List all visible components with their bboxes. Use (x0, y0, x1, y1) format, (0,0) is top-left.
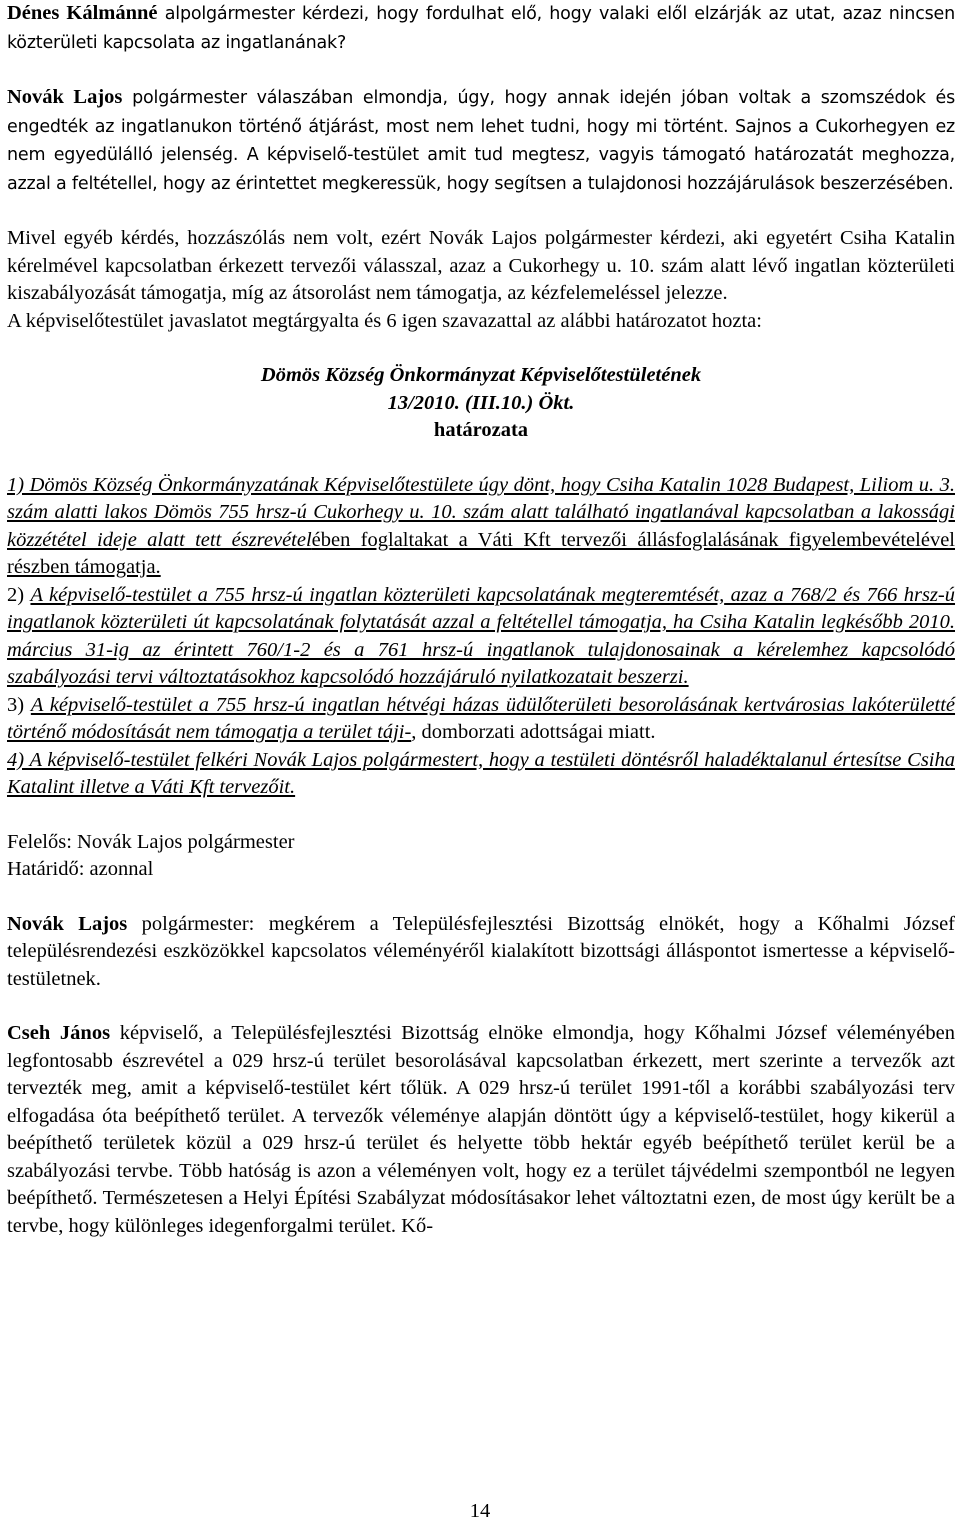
paragraph-vote-result: A képviselőtestület javaslatot megtárgyalta és 6 igen szavazattal az alábbi határozatot hozta: (7, 309, 762, 332)
resolution-heading (7, 362, 955, 445)
spacer (7, 884, 955, 911)
paragraph-text: polgármester válaszában elmondja, úgy, hogy annak idején jóban voltak a szomszédok és engedték az ingatlanukon történő átjárást, most nem lehet tudni, hogy mi történt. Sajnos a Cukorhegyen ez nem egyedülálló jelenség. A képviselő-testület amit tud megtesz, vagyis támogató határozatát meghozza, azzal a feltétellel, hogy az érintettet megkeressük, hogy segítsen a tulajdonosi hozzájárulások beszerzésében. (7, 88, 955, 194)
item-text: ében foglaltakat a Váti Kft tervezői állásfoglalásának figyelembevételével részben támogatja. (7, 528, 955, 578)
resolution-item-3 (7, 692, 955, 747)
paragraph-cseh (7, 1020, 955, 1240)
item-text: , domborzati adottságai miatt. (411, 721, 656, 743)
item-number: 3) (7, 693, 31, 716)
paragraph-vote-question: Mivel egyéb kérdés, hozzászólás nem volt, ezért Novák Lajos polgármester kérdezi, aki egyetért Csiha Katalin kérelmével kapcsolatban érkezett tervezői válasszal, azaz a Cukorhegy u. 10. szám alatt lévő ingatlan közterületi kiszabályozását támogatja, míg az átsorolást nem támogatja, az kézfelemeléssel jelezze. (7, 227, 955, 304)
resolution-label: határozata (433, 419, 529, 441)
item-text: 4) A képviselő-testület felkér (7, 748, 243, 771)
paragraph-novak-2 (7, 911, 955, 994)
spacer (7, 993, 955, 1020)
document-page (7, 0, 955, 1240)
paragraph-text: alpolgármester kérdezi, hogy fordulhat elő, hogy valaki elől elzárják az utat, azaz nincsen közterületi kapcsolata az ingatlanának? (7, 4, 955, 53)
deadline-line: Határidő: azonnal (7, 858, 154, 880)
speaker-name: Dénes Kálmánné (7, 2, 158, 24)
spacer (7, 198, 955, 225)
item-text: 1) Dömös Község Önkormányzatának Képviselőtestülete úgy dönt, hogy Csiha Katalin 1028 Budapest, Liliom u. 3. szám alatti lakos Dömös 755 hrsz-ú Cukorhegy u. 10. szám alatt található ingatlanával kapcsolatban a lakossági közzététel ideje alatt tett észrevétel (7, 473, 955, 551)
item-text: A képviselő-testület a 755 hrsz-ú ingatlan hétvégi házas üdülőterületi besorolásának kertvárosias lakóterületté történő módosítását nem támogatja a terület táji- (7, 693, 956, 743)
item-text: i Novák Lajos polgármestert, hogy a testületi döntésről haladéktalanul értesítse Csiha Katalint illetve a Váti Kft tervezőit. (7, 748, 955, 798)
spacer (7, 335, 955, 362)
resolution-item-1 (7, 472, 955, 582)
item-text: azaz a 768/2 és 766 hrsz-ú ingatlanok közterületi út kapcsolatának folytatását azzal a feltétellel támogatja, ha Csiha Katalin legkésőbb 2010. március 31-ig az érintett 760/1-2 és a 761 hrsz-ú ingatlanok tulajdonosainak a kérelemhez kapcsolódó szabályozási tervi változtatásokhoz kapcsolódó hozzájáruló nyilatkozatait beszerzi. (7, 583, 956, 688)
spacer (7, 802, 955, 829)
paragraph-text: polgármester: megkérem a Településfejlesztési Bizottság elnökét, hogy a Kőhalmi József településrendezési eszközökkel kapcsolatos véleményéről kialakított bizottsági álláspontot ismertesse a képviselő-testületnek. (7, 912, 955, 990)
page-number: 14 (469, 1500, 491, 1522)
resolution-number: 13/2010. (III.10.) Ökt. (387, 391, 575, 414)
item-text: A képviselő-testület a 755 hrsz-ú ingatlan közterületi kapcsolatának megteremtését, (30, 583, 725, 606)
speaker-name: Novák Lajos (7, 86, 123, 108)
spacer (7, 445, 955, 472)
speaker-name: Novák Lajos (7, 912, 128, 935)
speaker-name: Cseh János (7, 1022, 111, 1044)
resolution-item-4 (7, 747, 955, 802)
resolution-item-2 (7, 582, 955, 692)
responsible-line: Felelős: Novák Lajos polgármester (7, 830, 295, 853)
paragraph-novak-1 (7, 84, 955, 198)
paragraph-denes (7, 0, 955, 57)
spacer (7, 57, 955, 84)
item-number: 2) (7, 583, 31, 606)
paragraph-text: képviselő, a Településfejlesztési Bizottság elnöke elmondja, hogy Kőhalmi József véleményében legfontosabb észrevétel a 029 hrsz-ú terület besorolásával kapcsolatban érkezett, mert szerinte a tervezők azt tervezték meg, amit a képviselő-testület kért tőlük. A 029 hrsz-ú terület 1991-től a korábbi szabályozási terv elfogadása óta beépíthető terület. A tervezők véleménye alapján döntött úgy a képviselő-testület, hogy kikerül a beépíthető területek közül a 029 hrsz-ú terület és helyette több hektár egyéb beépíthető terület kerül be a szabályozási tervbe. Több hatóság is azon a véleményen volt, hogy ez a terület tájvédelmi szempontból ne legyen beépíthető. Természetesen a Helyi Építési Szabályzat módosításakor lehet változtatni ezen, de most úgy került be a tervbe, hogy különleges idegenforgalmi terület. Kő- (7, 1022, 955, 1237)
resolution-title: Dömös Község Önkormányzat Képviselőtestületének (260, 364, 702, 386)
